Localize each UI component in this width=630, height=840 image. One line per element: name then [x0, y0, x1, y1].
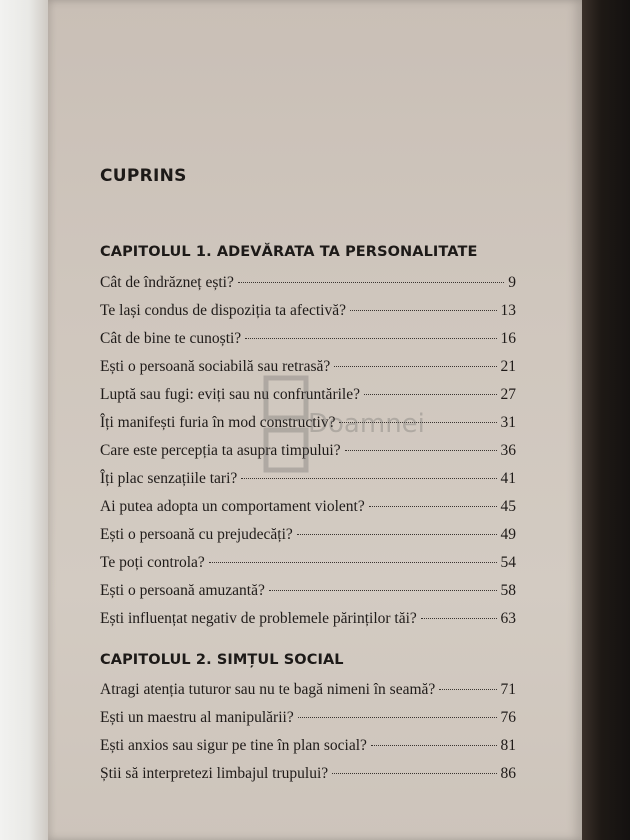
leader-dots — [241, 478, 496, 479]
entry-page: 13 — [500, 302, 516, 319]
toc-entry — [100, 554, 516, 574]
watermark-text: Doamnei — [308, 409, 425, 439]
toc-title: CUPRINS — [100, 166, 187, 186]
toc-entry — [100, 302, 516, 322]
entry-page: 41 — [500, 470, 516, 487]
entry-title: Îți manifești furia în mod constructiv? — [100, 414, 336, 431]
leader-dots — [364, 394, 497, 395]
chapter-heading: CAPITOLUL 2. SIMȚUL SOCIAL — [100, 652, 344, 668]
toc-entry — [100, 498, 516, 518]
leader-dots — [298, 717, 497, 718]
leader-dots — [297, 534, 497, 535]
entry-page: 71 — [500, 681, 516, 698]
entry-page: 76 — [500, 709, 516, 726]
leader-dots — [345, 450, 497, 451]
entry-title: Cât de îndrăzneț ești? — [100, 274, 234, 291]
toc-entry — [100, 330, 516, 350]
entry-page: 49 — [500, 526, 516, 543]
entry-page: 54 — [500, 554, 516, 571]
entry-title: Care este percepția ta asupra timpului? — [100, 442, 341, 459]
entry-page: 16 — [500, 330, 516, 347]
entry-page: 36 — [500, 442, 516, 459]
leader-dots — [334, 366, 496, 367]
toc-entry — [100, 526, 516, 546]
toc-entry — [100, 610, 516, 630]
toc-entry — [100, 470, 516, 490]
entry-page: 27 — [500, 386, 516, 403]
leader-dots — [371, 745, 497, 746]
entry-title: Te poți controla? — [100, 554, 205, 571]
right-background — [582, 0, 630, 840]
entry-page: 9 — [508, 274, 516, 291]
toc-entry — [100, 386, 516, 406]
entry-title: Luptă sau fugi: eviți sau nu confruntările? — [100, 386, 360, 403]
toc-entry — [100, 582, 516, 602]
toc-entry — [100, 358, 516, 378]
toc-entry — [100, 442, 516, 462]
toc-entry — [100, 274, 516, 294]
leader-dots — [350, 310, 497, 311]
entry-title: Atragi atenția tuturor sau nu te bagă nimeni în seamă? — [100, 681, 436, 698]
entry-page: 31 — [500, 414, 516, 431]
entry-page: 21 — [500, 358, 516, 375]
entry-title: Ești un maestru al manipulării? — [100, 709, 294, 726]
leader-dots — [421, 618, 497, 619]
entry-page: 58 — [500, 582, 516, 599]
leader-dots — [238, 282, 504, 283]
entry-page: 63 — [500, 610, 516, 627]
leader-dots — [369, 506, 497, 507]
entry-page: 86 — [500, 765, 516, 782]
toc-entry — [100, 681, 516, 701]
entry-page: 81 — [500, 737, 516, 754]
entry-title: Îți plac senzațiile tari? — [100, 470, 238, 487]
entry-title: Ai putea adopta un comportament violent? — [100, 498, 365, 515]
leader-dots — [439, 689, 496, 690]
leader-dots — [269, 590, 497, 591]
chapter-heading: CAPITOLUL 1. ADEVĂRATA TA PERSONALITATE — [100, 244, 478, 260]
entry-title: Ești o persoană sociabilă sau retrasă? — [100, 358, 331, 375]
entry-title: Ești o persoană amuzantă? — [100, 582, 265, 599]
entry-title: Ești o persoană cu prejudecăți? — [100, 526, 293, 543]
toc-entry — [100, 414, 516, 434]
entry-title: Ești anxios sau sigur pe tine în plan social? — [100, 737, 367, 754]
leader-dots — [332, 773, 496, 774]
leader-dots — [245, 338, 496, 339]
entry-page: 45 — [500, 498, 516, 515]
entry-title: Cât de bine te cunoști? — [100, 330, 242, 347]
entry-title: Te lași condus de dispoziția ta afectivă? — [100, 302, 346, 319]
toc-entry — [100, 709, 516, 729]
left-background — [0, 0, 48, 840]
entry-title: Știi să interpretezi limbajul trupului? — [100, 765, 329, 782]
entry-title: Ești influențat negativ de problemele părinților tăi? — [100, 610, 417, 627]
leader-dots — [339, 422, 496, 423]
toc-entry — [100, 765, 516, 785]
toc-entry — [100, 737, 516, 757]
leader-dots — [209, 562, 497, 563]
